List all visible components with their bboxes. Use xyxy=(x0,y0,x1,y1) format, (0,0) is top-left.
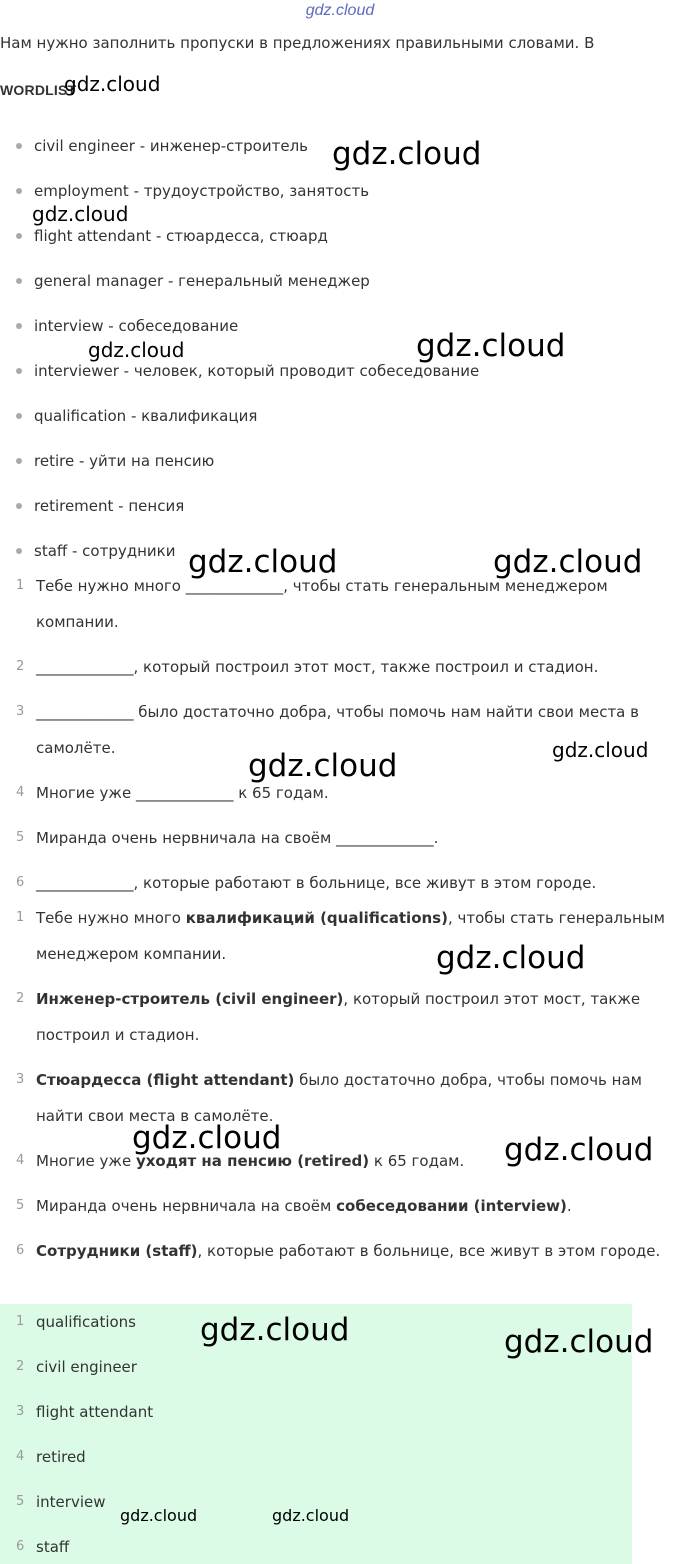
solution-item xyxy=(0,1188,680,1224)
wordlist-entry: interviewer - человек, который проводит собеседование xyxy=(34,362,480,380)
bullet-icon xyxy=(16,188,22,194)
wordlist-entry: retire - уйти на пенсию xyxy=(34,452,215,470)
watermark: gdz.cloud xyxy=(552,738,649,762)
list-item xyxy=(0,488,680,533)
item-number: 6 xyxy=(16,1243,25,1258)
bullet-icon xyxy=(16,458,22,464)
bullet-icon xyxy=(16,503,22,509)
watermark: gdz.cloud xyxy=(120,1506,198,1525)
task-text: Многие уже _____________ к 65 годам. xyxy=(36,784,329,802)
wordlist-entry: interview - собеседование xyxy=(34,317,239,335)
top-watermark: gdz.cloud xyxy=(305,2,375,19)
bullet-icon xyxy=(16,233,22,239)
answer-item xyxy=(0,1529,680,1564)
item-number: 4 xyxy=(16,1449,25,1464)
watermark: gdz.cloud xyxy=(436,940,586,976)
solution-item xyxy=(0,981,680,1053)
item-number: 6 xyxy=(16,1539,25,1554)
item-number: 2 xyxy=(16,991,25,1006)
item-number: 3 xyxy=(16,1404,25,1419)
wordlist-entry: staff - сотрудники xyxy=(34,542,176,560)
answer-item xyxy=(0,1439,680,1484)
answer-highlight: Стюардесса (flight attendant) xyxy=(36,1071,295,1089)
solution-text: Сотрудники (staff), которые работают в больнице, все живут в этом городе. xyxy=(36,1242,661,1260)
list-item xyxy=(0,398,680,443)
solution-text: Многие уже уходят на пенсию (retired) к 65 годам. xyxy=(36,1152,465,1170)
item-number: 3 xyxy=(16,704,25,719)
item-number: 4 xyxy=(16,785,25,800)
task-text: Миранда очень нервничала на своём _____________. xyxy=(36,829,439,847)
item-number: 2 xyxy=(16,1359,25,1374)
item-number: 3 xyxy=(16,1072,25,1087)
bullet-icon xyxy=(16,548,22,554)
watermark: gdz.cloud xyxy=(416,328,566,364)
solution-item xyxy=(0,1233,680,1269)
wordlist-heading: WORDLIST xyxy=(0,82,77,98)
watermark: gdz.cloud xyxy=(504,1324,654,1360)
wordlist-entry: civil engineer - инженер-строитель xyxy=(34,137,308,155)
answer-text: retired xyxy=(36,1448,86,1466)
intro-text: Нам нужно заполнить пропуски в предложениях правильными словами. В xyxy=(0,34,595,52)
item-number: 4 xyxy=(16,1153,25,1168)
task-item xyxy=(0,820,680,856)
answer-highlight: Сотрудники (staff) xyxy=(36,1242,198,1260)
bullet-icon xyxy=(16,413,22,419)
bullet-icon xyxy=(16,368,22,374)
task-text: _____________, которые работают в больнице, все живут в этом городе. xyxy=(36,874,597,892)
answer-highlight: Инженер-строитель (civil engineer) xyxy=(36,990,344,1008)
wordlist-entry: employment - трудоустройство, занятость xyxy=(34,182,370,200)
bullet-icon xyxy=(16,143,22,149)
answer-highlight: уходят на пенсию (retired) xyxy=(135,1152,370,1170)
watermark: gdz.cloud xyxy=(332,136,482,172)
item-number: 6 xyxy=(16,875,25,890)
task-item xyxy=(0,865,680,901)
bullet-icon xyxy=(16,278,22,284)
answer-text: staff xyxy=(36,1538,70,1556)
answer-text: interview xyxy=(36,1493,106,1511)
item-number: 2 xyxy=(16,659,25,674)
task-item xyxy=(0,649,680,685)
answer-text: civil engineer xyxy=(36,1358,137,1376)
answer-highlight: собеседовании (interview) xyxy=(336,1197,567,1215)
solution-text: Инженер-строитель (civil engineer), который построил этот мост, также построил и стадион. xyxy=(36,990,641,1044)
item-number: 1 xyxy=(16,1314,25,1329)
item-number: 5 xyxy=(16,1494,25,1509)
watermark: gdz.cloud xyxy=(188,544,338,580)
answer-item xyxy=(0,1394,680,1439)
watermark: gdz.cloud xyxy=(132,1120,282,1156)
watermark: gdz.cloud xyxy=(493,544,643,580)
answer-highlight: квалификаций (qualifications) xyxy=(185,909,448,927)
solution-item xyxy=(0,1062,680,1134)
watermark: gdz.cloud xyxy=(504,1132,654,1168)
item-number: 1 xyxy=(16,910,25,925)
task-text: _____________ было достаточно добра, чтобы помочь нам найти свои места в самолёте. xyxy=(36,703,639,757)
item-number: 5 xyxy=(16,830,25,845)
item-number: 1 xyxy=(16,578,25,593)
task-text: Тебе нужно много _____________, чтобы стать генеральным менеджером компании. xyxy=(36,577,608,631)
watermark: gdz.cloud xyxy=(88,338,185,362)
list-item xyxy=(0,443,680,488)
wordlist-entry: qualification - квалификация xyxy=(34,407,258,425)
wordlist-entry: flight attendant - стюардесса, стюард xyxy=(34,227,328,245)
watermark: gdz.cloud xyxy=(200,1312,350,1348)
solution-text: Тебе нужно много квалификаций (qualifications), чтобы стать генеральным менеджером компании. xyxy=(36,909,665,963)
watermark: gdz.cloud xyxy=(64,72,161,96)
task-text: _____________, который построил этот мост, также построил и стадион. xyxy=(36,658,599,676)
watermark: gdz.cloud xyxy=(272,1506,350,1525)
solution-text: Миранда очень нервничала на своём собеседовании (interview). xyxy=(36,1197,572,1215)
watermark: gdz.cloud xyxy=(32,202,129,226)
solution-text: Стюардесса (flight attendant) было достаточно добра, чтобы помочь нам найти свои места в самолёте. xyxy=(36,1071,642,1125)
answer-text: qualifications xyxy=(36,1313,136,1331)
wordlist-entry: retirement - пенсия xyxy=(34,497,185,515)
item-number: 5 xyxy=(16,1198,25,1213)
bullet-icon xyxy=(16,323,22,329)
wordlist-entry: general manager - генеральный менеджер xyxy=(34,272,370,290)
answer-text: flight attendant xyxy=(36,1403,154,1421)
watermark: gdz.cloud xyxy=(248,748,398,784)
list-item xyxy=(0,263,680,308)
